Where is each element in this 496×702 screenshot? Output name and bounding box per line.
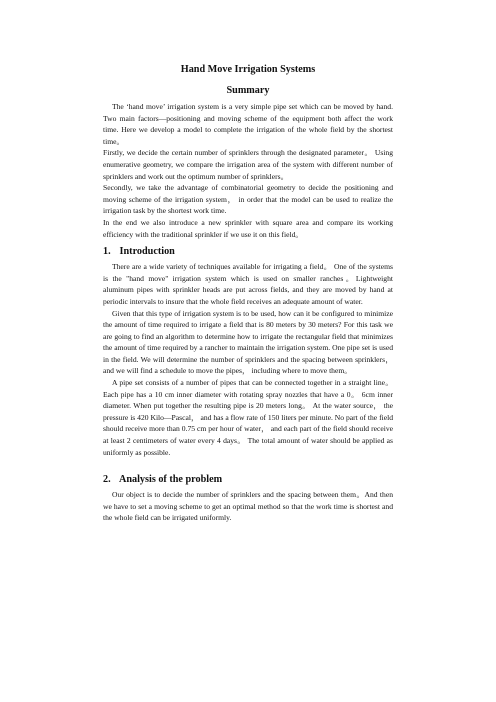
- section-heading-introduction: [103, 246, 393, 257]
- body-paragraph: Given that this type of irrigation system is to be used, how can it be configured to minimize the amount of time required to irrigate a field that is 80 meters by 30 meters? For this task we are going to find an algorithm to determine how to irrigate the rectangular field that minimizes the amount of time required by a rancher to maintain the irrigation system. One pipe set is used in the field. We will determine the number of sprinklers and the spacing between sprinklers， and we will find a schedule to move the pipes， including where to move them。: [103, 308, 393, 376]
- body-paragraph: A pipe set consists of a number of pipes that can be connected together in a straight line。 Each pipe has a 10 cm inner diameter with rotating spray nozzles that have a 0。 6cm inner diameter. When put together the resulting pipe is 20 meters long。 At the water source， the pressure is 420 Kilo—Pascal， and has a flow rate of 150 liters per minute. No part of the field should receive more than 0.75 cm per hour of water， and each part of the field should receive at least 2 centimeters of water every 4 days。 The total amount of water should be applied as uniformly as possible.: [103, 378, 393, 457]
- document-page: [103, 64, 393, 524]
- section-number: 2.: [103, 474, 111, 486]
- summary-heading: Summary: [226, 85, 270, 96]
- body-paragraph: There are a wide variety of techniques available for irrigating a field。 One of the systems is the "hand move" irrigation system which is used on smaller ranches。Lightweight aluminum pipes with sprinkler heads are put across fields, and they are moved by hand at periodic intervals to insure that the whole field receives an adequate amount of water.: [103, 262, 393, 306]
- document-title: Hand Move Irrigation Systems: [180, 64, 316, 75]
- summary-paragraph: The ‘hand move’ irrigation system is a very simple pipe set which can be moved by hand. Two main factors—positioning and moving scheme of the equipment both affect the work time. Here we develop a model to complete the irrigation of the whole field by the shortest time。: [103, 102, 393, 146]
- section-title: Analysis of the problem: [118, 474, 223, 486]
- summary-paragraph: Secondly, we take the advantage of combinatorial geometry to decide the positioning and moving scheme of the irrigation system， in order that the model can be used to realize the irrigation task by the shortest work time.: [103, 183, 393, 216]
- body-paragraph: Our object is to decide the number of sprinklers and the spacing between them。And then we have to set a moving scheme to get an optimal method so that the work time is shortest and the whole field can be irrigated uniformly.: [103, 490, 393, 523]
- section-number: 1.: [103, 246, 111, 258]
- section-title: Introduction: [119, 246, 175, 258]
- summary-paragraph: In the end we also introduce a new sprinkler with square area and compare its working efficiency with the traditional sprinkler if we use it on this field。: [103, 217, 393, 239]
- section-heading-analysis: [103, 474, 393, 485]
- summary-paragraph: Firstly, we decide the certain number of sprinklers through the designated parameter。 Using enumerative geometry, we compare the irrigation area of the system with different number of sprinklers and work out the optimum number of sprinklers。: [103, 148, 393, 181]
